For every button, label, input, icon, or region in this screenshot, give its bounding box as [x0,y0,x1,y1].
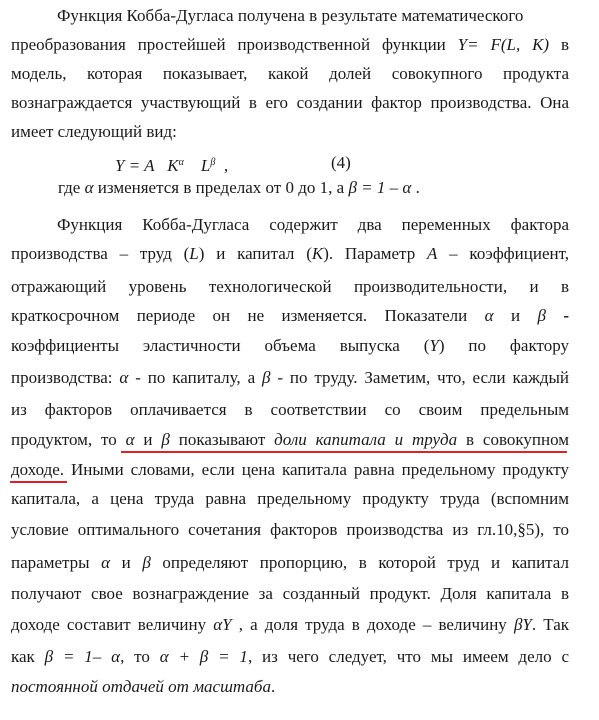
text: - [545,306,569,325]
text: в совокупном [457,430,570,449]
text: определяют пропорцию, в которой труд и капитал [150,553,569,572]
text: и [110,553,143,572]
beta-equation: β = 1– α [44,647,121,666]
para2-line8 [11,430,569,450]
text: - по труду. Заметим, что, если каждый [270,368,569,387]
formula-comma: , [223,156,229,175]
formula-beta: β [210,157,216,168]
beta-symbol: β [537,306,546,325]
beta-symbol: β [142,553,151,572]
para1-line4 [11,93,569,113]
text: и [493,306,538,325]
where-line [58,178,578,198]
beta-symbol: β [161,430,170,449]
text: получают свое вознаграждение за созданный продукт. Доля капитала в [11,584,569,603]
text: условие оптимального сочетания факторов производства из гл.10,§5), то [11,520,569,539]
text: - по капиталу, а [128,368,263,387]
alpha-symbol: α [125,430,135,449]
formula-lhs: Y = A [115,156,155,175]
text: – коэффициент, [437,244,569,263]
text: . [270,677,276,696]
text: в [549,35,569,54]
text: где [58,178,85,197]
beta-symbol: β [262,368,271,387]
para1-line3 [11,64,569,84]
alpha-symbol: α [484,306,494,325]
text: капитала, а цена труда равна предельному продукту труда (вспомним [11,489,569,508]
text: продуктом, то [11,430,126,449]
text: отражающий уровень технологической производительности, и в [11,277,569,296]
para2-line15 [11,647,569,667]
para2-line13 [11,584,569,604]
text: преобразования простейшей производственной функции [11,35,458,54]
para2-line2 [11,244,569,264]
text: производства: [11,368,120,387]
constant-returns-emphasis: постоянной отдачей от масштаба [11,677,271,696]
text: имеет следующий вид: [11,122,177,141]
formula-number: (4) [331,153,351,172]
labor-symbol: L [189,244,199,263]
para2-line5 [11,336,569,356]
alpha-symbol: α [101,553,111,572]
output-symbol: Y [429,336,439,355]
capital-share-symbol: αY [213,615,232,634]
a-symbol: А [426,244,438,263]
text: Функция Кобба-Дугласа получена в результате математического [57,6,524,25]
text: доходе составит величину [11,615,214,634]
para2-line14 [11,615,569,635]
shares-emphasis: доли капитала и труда [274,430,458,449]
text: , а доля труда в доходе – величину [231,615,514,634]
capital-symbol: K [311,244,324,263]
formula-l: L [200,156,211,175]
para1-line1 [57,6,569,26]
para2-line3 [11,277,569,297]
text: модель, которая показывает, какой долей совокупного продукта [11,64,569,83]
text: доходе. Иными словами, если цена капитала равна предельному продукту [11,460,569,479]
red-underline-2 [10,481,67,483]
text: как [11,647,45,666]
text: и [134,430,162,449]
text: параметры [11,553,102,572]
text: производства – труд ( [11,244,190,263]
text: ). Параметр [323,244,427,263]
text: ) и капитал ( [198,244,312,263]
text: показывают [169,430,275,449]
sum-equation: α + β = 1 [159,647,248,666]
text: , то [120,647,160,666]
para2-line1 [57,215,569,235]
para2-line9 [11,460,569,480]
para2-line12 [11,553,569,573]
text: из факторов оплачивается в соответствии со своим предельным [11,400,569,419]
para2-line11 [11,520,569,540]
production-function-formula: Y= F(L, K) [457,35,550,54]
para2-line7 [11,400,569,420]
para2-line6 [11,368,569,388]
text: , из чего следует, что мы имеем дело с [247,647,569,666]
formula-alpha: α [178,157,184,168]
text: коэффициенты эластичности объема выпуска ( [11,336,430,355]
text: изменяется в пределах от 0 до 1, а [93,178,349,197]
text: краткосрочном периоде он не изменяется. Показатели [11,306,485,325]
alpha-symbol: α [84,178,94,197]
text: . Так [531,615,570,634]
beta-equation: β = 1 – α [348,178,412,197]
text: . [411,178,420,197]
para2-line4 [11,306,569,326]
red-underline-1 [121,451,567,453]
text: вознаграждается участвующий в его создании фактор производства. Она [11,93,569,112]
para2-line10 [11,489,569,509]
labor-share-symbol: βY [513,615,532,634]
text: Функция Кобба-Дугласа содержит два переменных фактора [57,215,569,234]
alpha-symbol: α [119,368,129,387]
formula-k: K [167,156,179,175]
para1-line2 [11,35,569,55]
para1-line5 [11,122,569,142]
text: ) по фактору [438,336,569,355]
para2-line16 [11,677,569,697]
cobb-douglas-formula [115,153,228,176]
